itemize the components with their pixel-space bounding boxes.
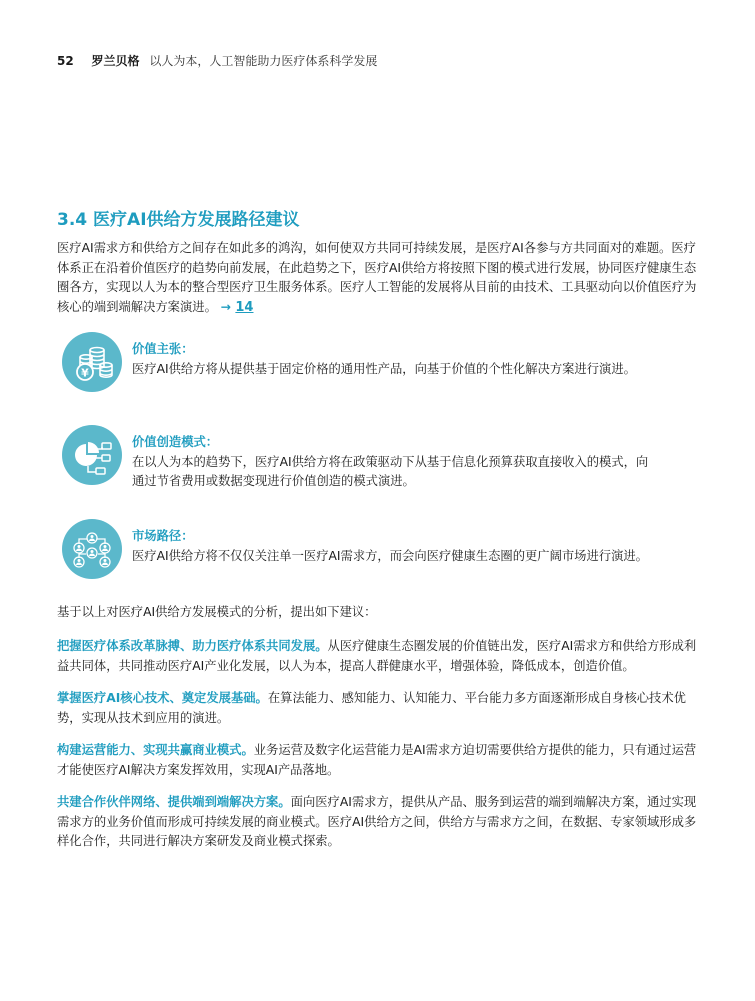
figure-reference-number: 14 <box>235 299 254 315</box>
pie-chart-flow-icon <box>62 425 122 485</box>
pillar-label: 市场路径： <box>132 529 194 543</box>
recommendation-item <box>57 741 702 780</box>
arrow-right-icon: → <box>220 299 232 314</box>
figure-reference-link[interactable] <box>221 300 254 314</box>
pillar-description: 在以人为本的趋势下，医疗AI供给方将在政策驱动下从基于信息化预算获取直接收入的模式，向通过节省费用或数据变现进行价值创造的模式演进。 <box>132 454 649 488</box>
pillar-label: 价值主张： <box>132 342 194 356</box>
pillar-text <box>132 527 652 566</box>
intro-paragraph <box>57 239 697 317</box>
pillar-label: 价值创造模式： <box>132 435 219 449</box>
recommendation-item <box>57 637 702 676</box>
recommendation-text: 业务运营及数字化运营能力是AI需求方迫切需要供给方提供的能力，只有通过运营才能使医疗AI解决方案发挥效用，实现AI产品落地。 <box>57 743 697 777</box>
pillar-text <box>132 340 652 379</box>
pillar-text <box>132 433 652 492</box>
recommendation-text: 在算法能力、感知能力、认知能力、平台能力多方面逐渐形成自身核心技术优势，实现从技术到应用的演进。 <box>57 691 686 725</box>
report-subtitle: 以人为本，人工智能助力医疗体系科学发展 <box>149 54 378 68</box>
section-title: 3.4 医疗AI供给方发展路径建议 <box>57 210 300 230</box>
recommendation-item <box>57 689 702 728</box>
svg-text:¥: ¥ <box>81 366 89 380</box>
recommendation-heading: 共建合作伙伴网络、提供端到端解决方案。 <box>57 795 291 809</box>
intro-text: 医疗AI需求方和供给方之间存在如此多的鸿沟，如何使双方共同可持续发展，是医疗AI各参与方共同面对的难题。医疗体系正在沿着价值医疗的趋势向前发展，在此趋势之下，医疗AI供给方将按照下图的模式进行发展，协同医疗健康生态圈各方，实现以人为本的整合型医疗卫生服务体系。医疗人工智能的发展将从目前的由技术、工具驱动向以价值医疗为核心的端到端解决方案演进。 <box>57 241 697 314</box>
page-number: 52 <box>57 54 74 68</box>
pillar-description: 医疗AI供给方将从提供基于固定价格的通用性产品，向基于价值的个性化解决方案进行演进。 <box>132 361 636 376</box>
people-network-icon <box>62 519 122 579</box>
brand-name: 罗兰贝格 <box>91 54 140 68</box>
page-header <box>57 53 377 69</box>
recommendation-heading: 把握医疗体系改革脉搏、助力医疗体系共同发展。 <box>57 639 328 653</box>
recommendation-text: 从医疗健康生态圈发展的价值链出发，医疗AI需求方和供给方形成利益共同体，共同推动医疗AI产业化发展，以人为本，提高人群健康水平，增强体验，降低成本，创造价值。 <box>57 639 697 673</box>
recommendation-text: 面向医疗AI需求方，提供从产品、服务到运营的端到端解决方案，通过实现需求方的业务价值而形成可持续发展的商业模式。医疗AI供给方之间，供给方与需求方之间，在数据、专家领域形成多样化合作，共同进行解决方案研发及商业模式探索。 <box>57 795 697 848</box>
recommendation-heading: 构建运营能力、实现共赢商业模式。 <box>57 743 254 757</box>
pillar-description: 医疗AI供给方将不仅仅关注单一医疗AI需求方，而会向医疗健康生态圈的更广阔市场进行演进。 <box>132 548 648 563</box>
recommendation-item <box>57 793 702 852</box>
recommendations-lead: 基于以上对医疗AI供给方发展模式的分析，提出如下建议： <box>57 605 377 619</box>
coins-yuan-icon <box>62 332 122 392</box>
recommendation-heading: 掌握医疗AI核心技术、奠定发展基础。 <box>57 691 268 705</box>
